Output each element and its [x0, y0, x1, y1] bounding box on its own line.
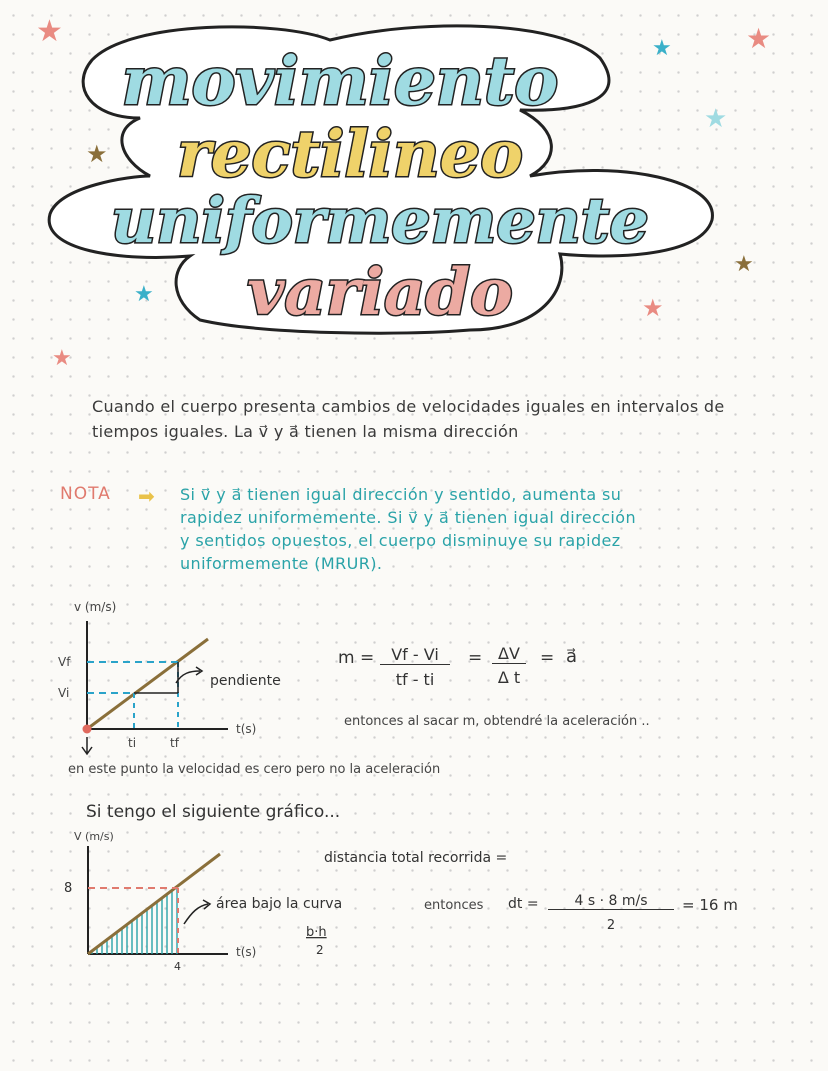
star-icon: ★: [642, 294, 664, 322]
graph1-origin-point: [83, 725, 92, 734]
formula-denominator: tf - ti: [395, 670, 435, 689]
graph2-area-label: área bajo la curva: [216, 896, 343, 912]
star-icon: ★: [134, 282, 154, 307]
intro-line-1: Cuando el cuerpo presenta cambios de velocidades iguales en intervalos de: [92, 397, 725, 416]
note-zero-velocity: en este punto la velocidad es cero pero no la aceleración: [68, 762, 441, 777]
star-icon: ★: [704, 104, 728, 134]
distance-entonces: entonces: [424, 898, 484, 913]
formula-delta-v: ΔV: [492, 644, 526, 664]
formula-m: m =: [338, 648, 375, 668]
star-icon: ★: [734, 252, 754, 277]
nota-line-2: rapidez uniformemente. Si v⃗ y a⃗ tienen igual dirección: [180, 508, 636, 527]
graph1-velocity-line: [87, 639, 208, 729]
formula-equals-1: =: [468, 648, 483, 668]
formula-entonces: entonces al sacar m, obtendré la aceleración ..: [344, 714, 650, 729]
graph2-velocity-line: [88, 854, 220, 954]
title-line-3: uniformemente: [111, 184, 649, 257]
star-icon: ★: [52, 346, 72, 371]
arrow-down-icon: [82, 737, 92, 754]
velocity-graph-1: [50, 595, 310, 765]
title-line-2: rectilineo: [177, 117, 523, 192]
intro-paragraph: [92, 394, 792, 444]
graph1-vf-label: Vf: [58, 655, 71, 669]
graph2-bh-num: b·h: [306, 925, 327, 940]
graph2-bh-den: 2: [316, 943, 324, 957]
graph1-tf-label: tf: [170, 736, 179, 750]
star-icon: ★: [746, 22, 772, 55]
distance-dt: dt =: [508, 896, 539, 912]
title-line-4: variado: [247, 255, 513, 330]
nota-line-4: uniformemente (MRUR).: [180, 554, 383, 573]
distance-result: = 16 m: [682, 896, 738, 914]
nota-text: [180, 483, 790, 575]
title-lettering: [0, 0, 828, 360]
nota-label: NOTA: [60, 484, 111, 504]
graph1-y-label: v (m/s): [74, 600, 117, 614]
graph2-area-arrow: [184, 904, 208, 924]
formula-delta-t: Δ t: [497, 668, 521, 687]
formula-acceleration: a⃗: [566, 646, 578, 667]
formula-numerator: Vf - Vi: [380, 645, 450, 665]
star-icon: ★: [86, 140, 108, 168]
graph1-pendiente-label: pendiente: [210, 673, 281, 689]
distance-numerator: 4 s · 8 m/s: [548, 893, 674, 910]
graph1-pendiente-arrow: [176, 671, 200, 683]
title-line-1: movimiento: [121, 42, 559, 120]
nota-line-3: y sentidos opuestos, el cuerpo disminuye su rapidez: [180, 531, 621, 550]
arrow-right-icon: ➡: [138, 484, 155, 508]
star-icon: ★: [652, 36, 672, 61]
graph2-x-label: t(s): [236, 945, 257, 959]
graph2-y-value: 8: [64, 881, 73, 896]
nota-line-1: Si v⃗ y a⃗ tienen igual dirección y sentido, aumenta su: [180, 485, 622, 504]
graph1-ti-label: ti: [128, 736, 137, 750]
graph1-vi-label: Vi: [58, 686, 70, 700]
distance-denominator: 2: [606, 918, 616, 933]
graph1-x-label: t(s): [236, 722, 257, 736]
distance-label: distancia total recorrida =: [324, 850, 508, 866]
formula-equals-2: =: [540, 648, 555, 668]
graph2-y-label: V (m/s): [74, 830, 114, 843]
si-tengo-heading: Si tengo el siguiente gráfico...: [86, 802, 341, 822]
graph2-x-value: 4: [174, 960, 181, 973]
intro-line-2: tiempos iguales. La v⃗ y a⃗ tienen la misma dirección: [92, 422, 519, 441]
star-icon: ★: [36, 14, 63, 49]
